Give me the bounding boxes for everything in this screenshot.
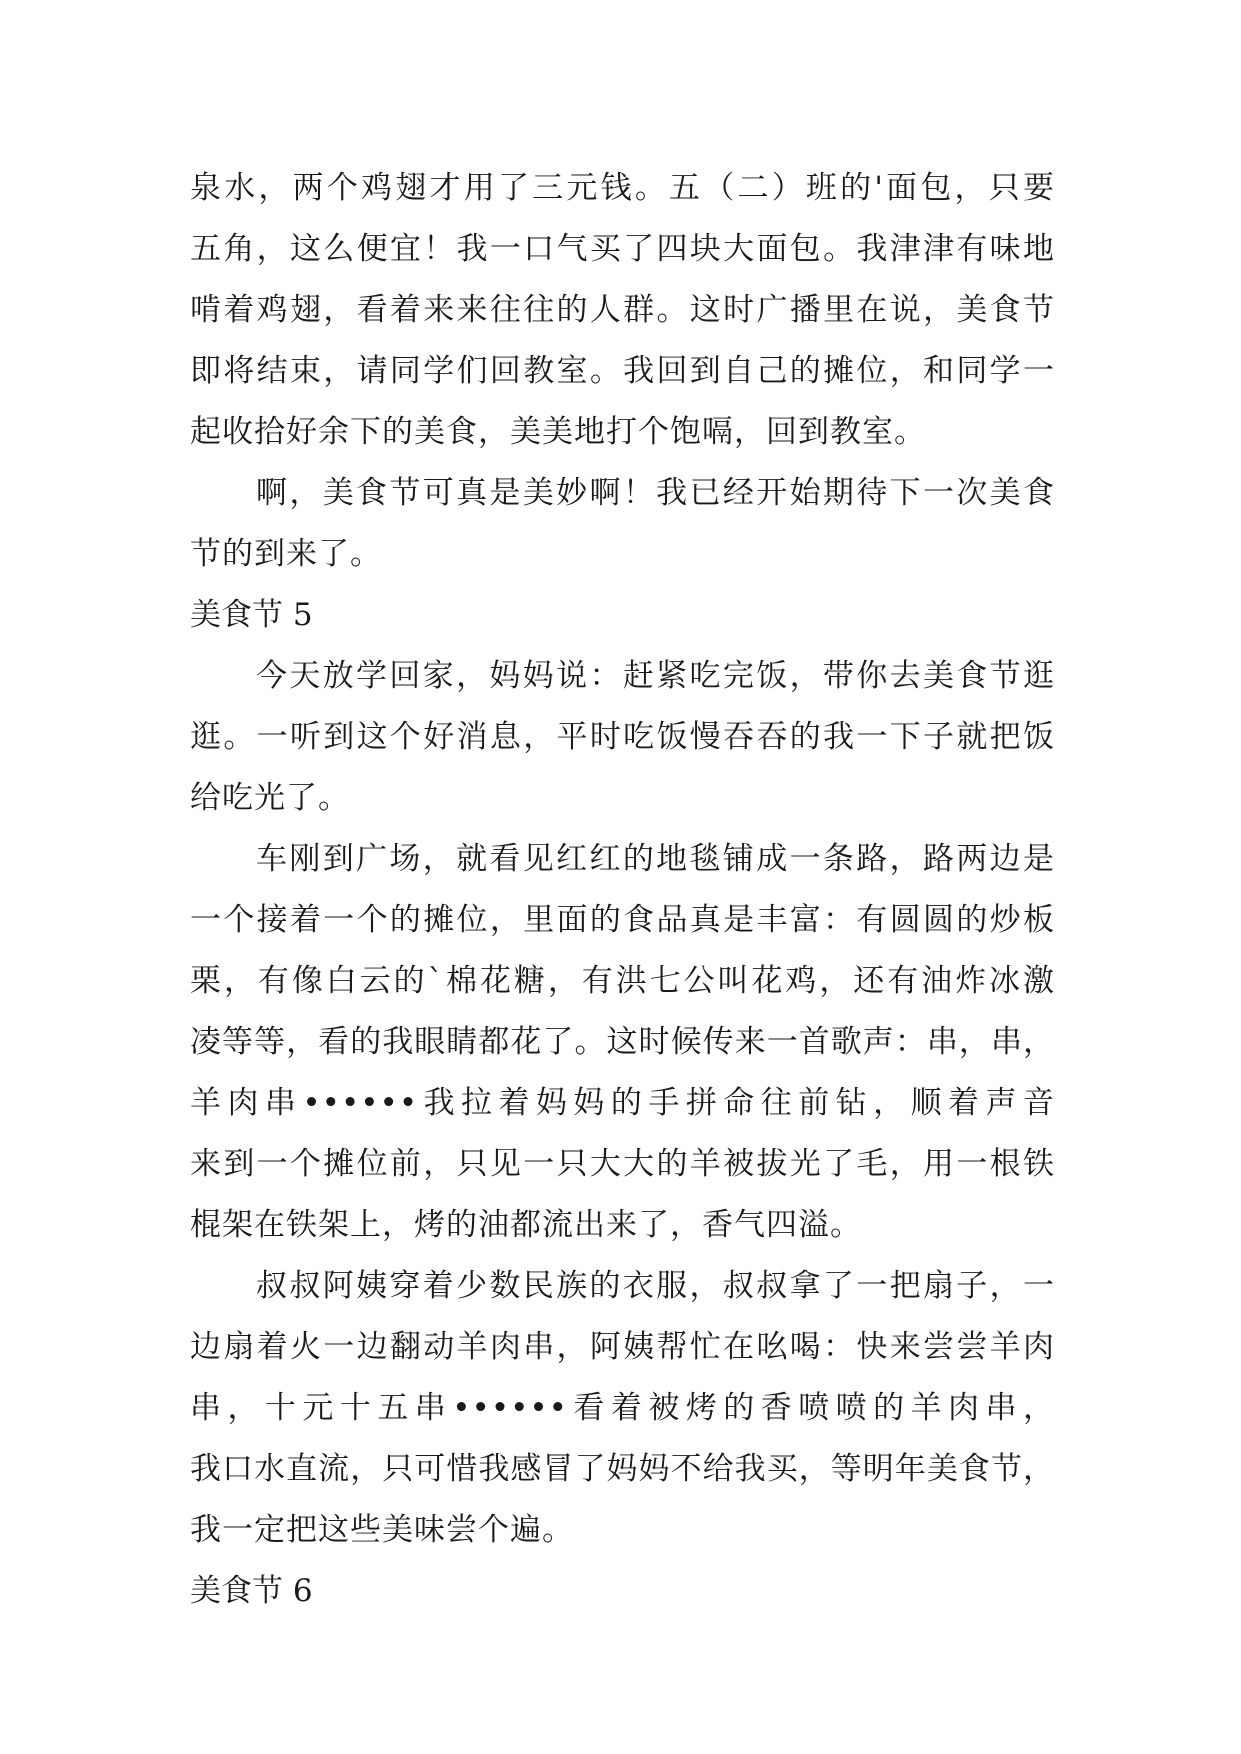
text-line: 给吃光了。	[190, 780, 350, 816]
section-heading: 美食节 6	[190, 1573, 313, 1609]
text-line: 我口水直流，只可惜我感冒了妈妈不给我买，等明年美食节，	[190, 1451, 1055, 1487]
text-line: 串，十元十五串••••••看着被烤的香喷喷的羊肉串，	[190, 1390, 1055, 1426]
text-line: 边扇着火一边翻动羊肉串，阿姨帮忙在吆喝：快来尝尝羊肉	[190, 1329, 1055, 1365]
text-line: 逛。一听到这个好消息，平时吃饭慢吞吞的我一下子就把饭	[190, 719, 1055, 755]
text-line: 五角，这么便宜！我一口气买了四块大面包。我津津有味地	[190, 231, 1055, 267]
text-line: 啃着鸡翅，看着来来往往的人群。这时广播里在说，美食节	[190, 292, 1055, 328]
text-line: 凌等等，看的我眼睛都花了。这时候传来一首歌声：串，串，	[190, 1024, 1055, 1060]
text-line: 羊肉串••••••我拉着妈妈的手拼命往前钻，顺着声音	[190, 1085, 1055, 1121]
paragraph-first-line: 今天放学回家，妈妈说：赶紧吃完饭，带你去美食节逛	[256, 658, 1055, 694]
text-line: 一个接着一个的摊位，里面的食品真是丰富：有圆圆的炒板	[190, 902, 1055, 938]
paragraph-first-line: 车刚到广场，就看见红红的地毯铺成一条路，路两边是	[256, 841, 1055, 877]
section-heading: 美食节 5	[190, 597, 313, 633]
text-line: 来到一个摊位前，只见一只大大的羊被拔光了毛，用一根铁	[190, 1146, 1055, 1182]
text-line: 节的到来了。	[190, 536, 382, 572]
text-line: 泉水，两个鸡翅才用了三元钱。五（二）班的'面包，只要	[190, 170, 1055, 206]
text-line: 棍架在铁架上，烤的油都流出来了，香气四溢。	[190, 1207, 862, 1243]
text-line: 即将结束，请同学们回教室。我回到自己的摊位，和同学一	[190, 353, 1055, 389]
text-line: 起收拾好余下的美食，美美地打个饱嗝，回到教室。	[190, 414, 926, 450]
text-line: 栗，有像白云的`棉花糖，有洪七公叫花鸡，还有油炸冰激	[190, 963, 1055, 999]
paragraph-first-line: 啊，美食节可真是美妙啊！我已经开始期待下一次美食	[256, 475, 1055, 511]
paragraph-first-line: 叔叔阿姨穿着少数民族的衣服，叔叔拿了一把扇子，一	[256, 1268, 1055, 1304]
document-body	[190, 158, 1055, 1622]
text-line: 我一定把这些美味尝个遍。	[190, 1512, 574, 1548]
